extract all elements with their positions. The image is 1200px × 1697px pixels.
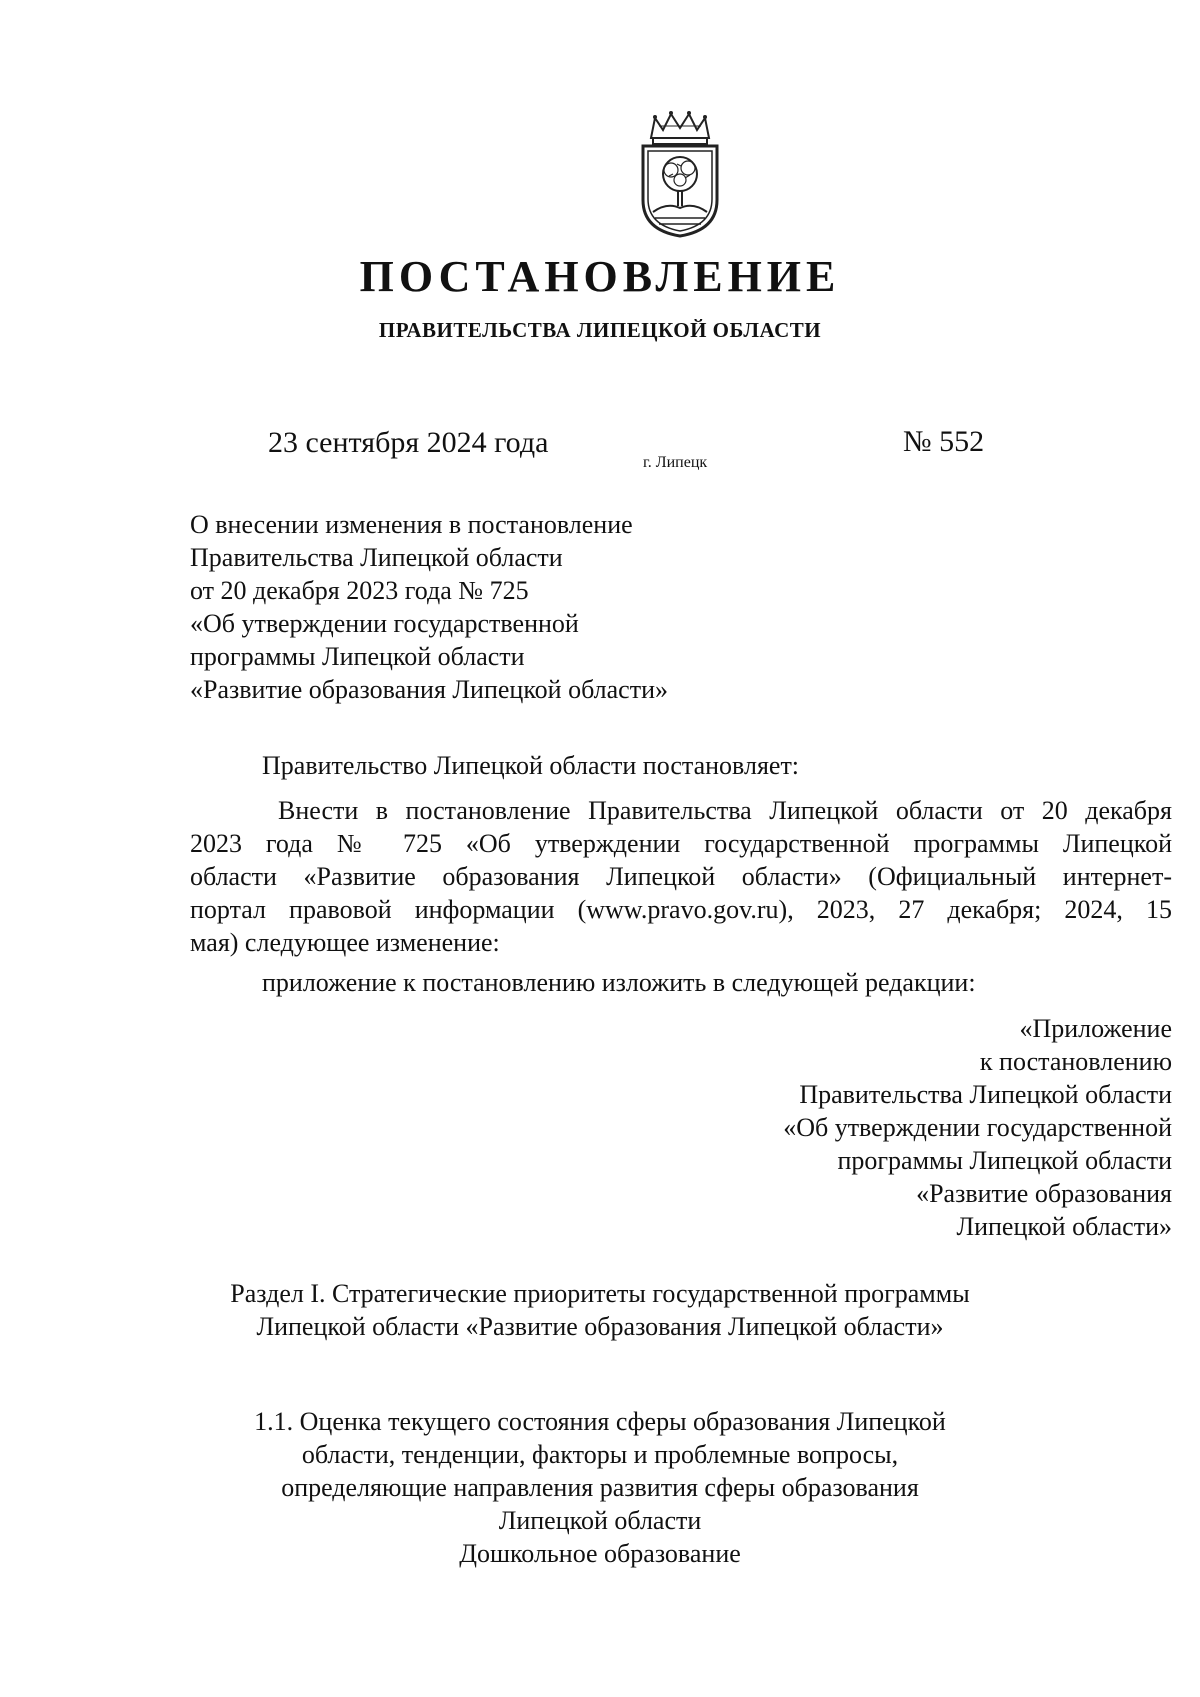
- annex-paragraph: приложение к постановлению изложить в следующей редакции:: [262, 968, 976, 997]
- main-paragraph-line: мая) следующее изменение:: [190, 928, 500, 957]
- document-city: г. Липецк: [643, 454, 708, 471]
- heading-line: Правительства Липецкой области: [190, 543, 563, 572]
- appendix-line: «Приложение: [1019, 1014, 1172, 1043]
- section-heading: [0, 1277, 1200, 1343]
- document-number: № 552: [903, 425, 985, 458]
- subsection-line: Липецкой области: [498, 1506, 702, 1535]
- subsection-line: Дошкольное образование: [459, 1539, 741, 1568]
- appendix-line: Липецкой области»: [956, 1212, 1172, 1241]
- document-title: ПОСТАНОВЛЕНИЕ: [359, 252, 841, 301]
- appendix-line: к постановлению: [979, 1047, 1172, 1076]
- appendix-line: программы Липецкой области: [837, 1146, 1172, 1175]
- heading-line: «Развитие образования Липецкой области»: [190, 675, 668, 704]
- heading-line: от 20 декабря 2023 года № 725: [190, 576, 529, 605]
- section-line: Раздел I. Стратегические приоритеты государственной программы: [230, 1279, 970, 1308]
- appendix-caption: [783, 1012, 1172, 1243]
- section-line: Липецкой области «Развитие образования Липецкой области»: [256, 1312, 944, 1341]
- appendix-line: «Развитие образования: [916, 1179, 1172, 1208]
- subsection-line: области, тенденции, факторы и проблемные вопросы,: [301, 1440, 899, 1469]
- main-paragraph-line: Внести в постановление Правительства Липецкой области от 20 декабря: [278, 796, 1172, 825]
- main-paragraph-line: 2023 года № 725 «Об утверждении государственной программы Липецкой: [190, 829, 1172, 858]
- main-paragraph-line: области «Развитие образования Липецкой области» (Официальный интернет-: [190, 862, 1172, 891]
- document-date: 23 сентября 2024 года: [268, 426, 549, 459]
- document-heading: [190, 508, 668, 706]
- main-paragraph-line: портал правовой информации (www.pravo.gov.ru), 2023, 27 декабря; 2024, 15: [190, 895, 1172, 924]
- subsection-line: 1.1. Оценка текущего состояния сферы образования Липецкой: [254, 1407, 946, 1436]
- appendix-line: «Об утверждении государственной: [783, 1113, 1172, 1142]
- appendix-line: Правительства Липецкой области: [799, 1080, 1172, 1109]
- intro-paragraph: Правительство Липецкой области постановляет:: [262, 751, 800, 780]
- subsection-line: определяющие направления развития сферы образования: [281, 1473, 919, 1502]
- subsection-heading: [0, 1405, 1200, 1570]
- main-paragraph: [190, 794, 1172, 959]
- heading-line: «Об утверждении государственной: [190, 609, 579, 638]
- heading-line: О внесении изменения в постановление: [190, 510, 633, 539]
- heading-line: программы Липецкой области: [190, 642, 525, 671]
- lipetsk-coat-of-arms-icon: [633, 108, 727, 240]
- document-subtitle: ПРАВИТЕЛЬСТВА ЛИПЕЦКОЙ ОБЛАСТИ: [378, 318, 822, 342]
